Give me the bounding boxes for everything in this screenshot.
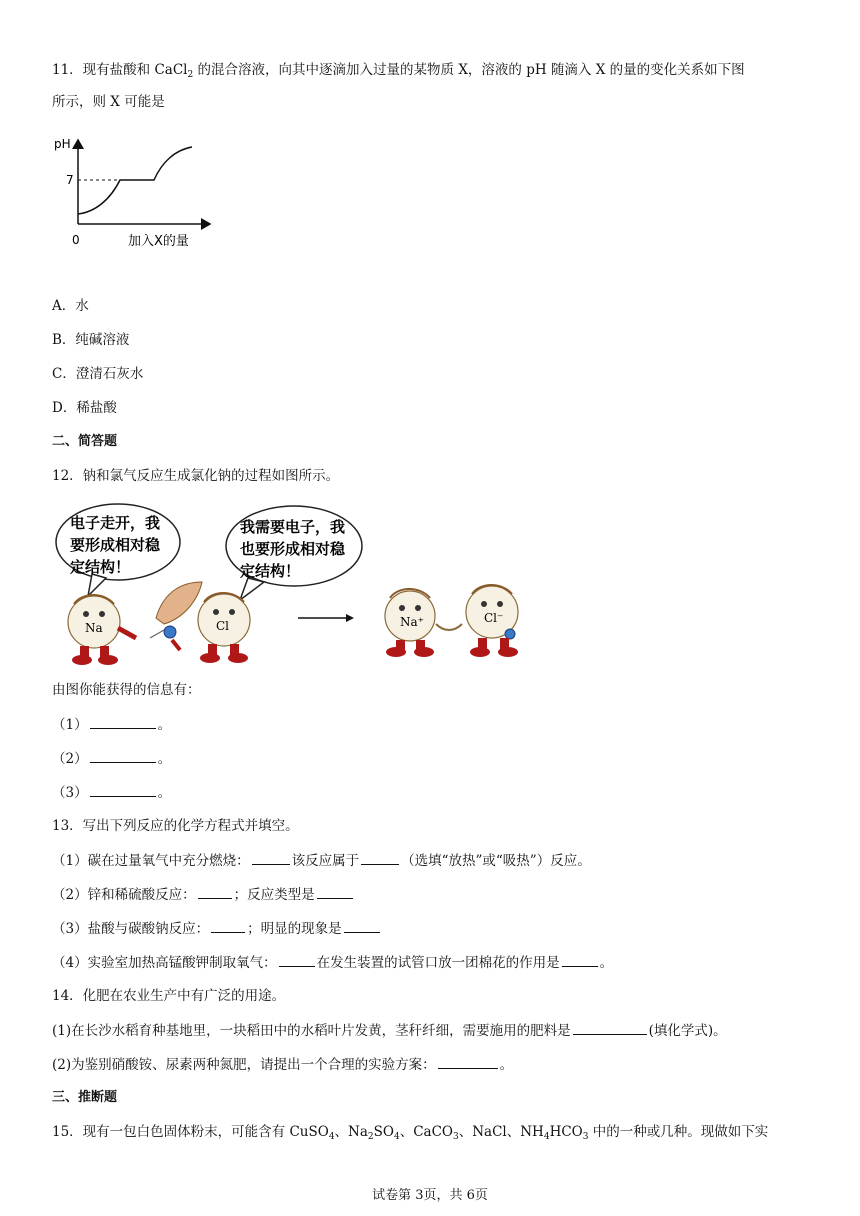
ph-graph — [50, 132, 220, 252]
q12-prompt: 由图你能获得的信息有： — [52, 682, 201, 698]
answer-blank[interactable] — [573, 1020, 647, 1035]
q12-item-3: （3） 。 — [52, 782, 171, 803]
q13-part-3: （3）盐酸与碳酸钠反应： ；明显的现象是 — [52, 918, 382, 939]
cl-ion-label: Cl⁻ — [484, 611, 504, 625]
answer-blank[interactable] — [562, 952, 598, 967]
bubble-right-line1: 我需要电子，我 — [240, 518, 346, 536]
cl-ion-character — [466, 585, 518, 657]
bubble-right-line2: 也要形成相对稳 — [240, 540, 346, 558]
x-axis-label: 加入X的量 — [128, 234, 189, 249]
section-heading-short-answer: 二、简答题 — [52, 434, 118, 449]
answer-blank[interactable] — [198, 884, 232, 899]
answer-blank[interactable] — [361, 850, 399, 865]
answer-blank[interactable] — [252, 850, 290, 865]
answer-blank[interactable] — [279, 952, 315, 967]
bubble-left-line3: 定结构！ — [70, 558, 131, 576]
section-heading-inference: 三、推断题 — [52, 1090, 118, 1105]
q11-stem-line1: 11．现有盐酸和 CaCl$_2$ 的混合溶液，向其中逐滴加入过量的某物质 X，溶液的 pH 随滴入 X 的量的变化关系如下图 — [52, 62, 745, 80]
sodium-chlorine-figure — [52, 500, 532, 668]
na-atom-character — [68, 595, 136, 665]
q12-stem: 12．钠和氯气反应生成氯化钠的过程如图所示。 — [52, 468, 340, 484]
answer-blank[interactable] — [317, 884, 353, 899]
bubble-left-line1: 电子走开，我 — [70, 514, 161, 532]
q12-item-2: （2） 。 — [52, 748, 171, 769]
y-tick-7: 7 — [66, 173, 74, 187]
y-axis-label: pH — [54, 137, 71, 151]
answer-blank[interactable] — [211, 918, 245, 933]
q11-option-a: A．水 — [52, 298, 89, 314]
answer-blank[interactable] — [90, 782, 156, 797]
q13-part-2: （2）锌和稀硫酸反应： ；反应类型是 — [52, 884, 355, 905]
na-ion-character — [385, 589, 435, 657]
q12-item-1: （1） 。 — [52, 714, 171, 735]
answer-blank[interactable] — [90, 748, 156, 763]
ph-curve — [78, 147, 192, 214]
q13-part-4: （4）实验室加热高锰酸钾制取氧气： 在发生装置的试管口放一团棉花的作用是 。 — [52, 952, 613, 973]
na-label: Na — [85, 621, 103, 635]
cl-label: Cl — [216, 619, 230, 633]
q15-stem: 15．现有一包白色固体粉末，可能含有 CuSO$_4$、$Na_2SO_4$、CaCO$_3$、NaCl、$NH_4HCO_3$ 中的一种或几种。现做如下实 — [52, 1124, 769, 1142]
bubble-right-line3: 定结构！ — [240, 562, 301, 580]
na-ion-label: Na⁺ — [400, 615, 424, 629]
q11-option-d: D．稀盐酸 — [52, 400, 117, 416]
q11-option-c: C．澄清石灰水 — [52, 366, 144, 382]
q13-part-1: （1）碳在过量氧气中充分燃烧： 该反应属于 （选填“放热”或“吸热”）反应。 — [52, 850, 591, 871]
q14-part-2: (2)为鉴别硝酸铵、尿素两种氮肥，请提出一个合理的实验方案： 。 — [52, 1054, 513, 1075]
answer-blank[interactable] — [344, 918, 380, 933]
answer-blank[interactable] — [438, 1054, 498, 1069]
answer-blank[interactable] — [90, 714, 156, 729]
electron-net — [150, 582, 202, 650]
q13-stem: 13．写出下列反应的化学方程式并填空。 — [52, 818, 299, 834]
bubble-left-line2: 要形成相对稳 — [70, 536, 161, 554]
page-footer: 试卷第 3页，共 6页 — [372, 1188, 488, 1203]
q11-stem-line2: 所示，则 X 可能是 — [52, 94, 165, 110]
origin-label: 0 — [72, 233, 80, 247]
q11-option-b: B．纯碱溶液 — [52, 332, 130, 348]
q14-part-1: (1)在长沙水稻育种基地里，一块稻田中的水稻叶片发黄，茎秆纤细，需要施用的肥料是 (填化学式)。 — [52, 1020, 727, 1041]
cl-atom-character — [198, 593, 250, 663]
q14-stem: 14．化肥在农业生产中有广泛的用途。 — [52, 988, 286, 1004]
